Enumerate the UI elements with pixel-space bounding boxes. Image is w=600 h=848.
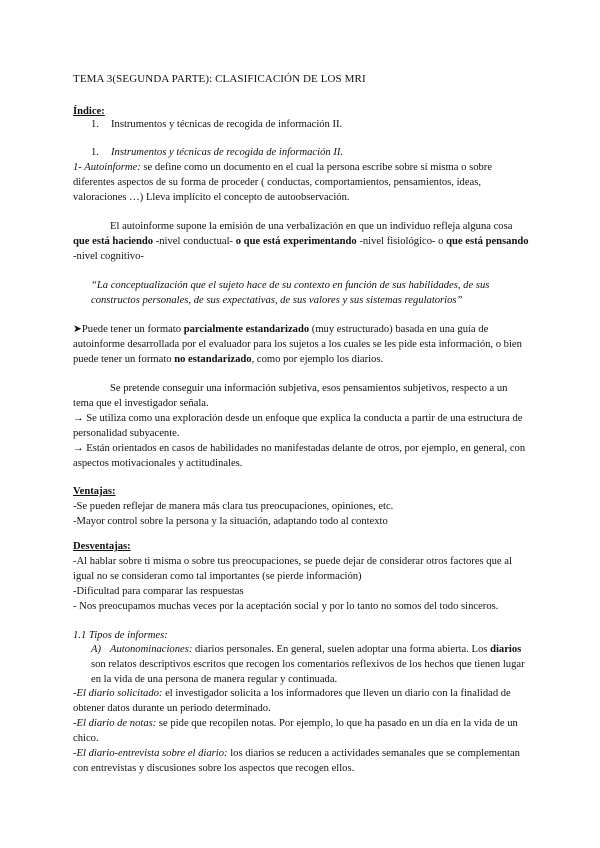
section-number: 1. [91, 147, 99, 158]
levels-bold-1: que está haciendo [73, 236, 154, 247]
levels-bold-3: que está pensando [446, 236, 529, 247]
levels-text-4: -nivel cognitivo- [73, 251, 144, 262]
diary-type-item [73, 716, 529, 746]
format-bold-2: no estandarizado [174, 354, 252, 365]
index-item [91, 117, 531, 132]
levels-text-2: -nivel conductual- [153, 236, 236, 247]
autoinforme-text: se define como un documento en el cual la persona escribe sobre sí misma o sobre diferentes aspectos de su forma de proceder ( conductas, comportamientos, pensamientos, ideas, valoraciones …) Lleva implícito el concepto de autoobservación. [73, 162, 493, 203]
format-bold-1: parcialmente estandarizado [183, 324, 310, 335]
section-title: Instrumentos y técnicas de recogida de información II. [111, 147, 344, 158]
diary-type-label: -El diario de notas: [73, 718, 157, 729]
ventajas-item: -Mayor control sobre la persona y la situación, adaptando todo al contexto [73, 516, 388, 527]
desventajas-section [73, 539, 529, 614]
autonominaciones-title: Autonominaciones: [110, 644, 193, 655]
arrow-icon: ➤ [73, 324, 82, 335]
autonominaciones-bold: diarios [490, 644, 522, 655]
index-heading: Índice: [73, 106, 105, 117]
autonominaciones-paragraph [91, 642, 531, 687]
autoinforme-paragraph [73, 160, 529, 205]
autonominaciones-text-2: son relatos descriptivos escritos que recogen los comentarios reflexivos de los hechos que tienen lugar en la vida de una persona de manera regular y continuada. [91, 659, 525, 685]
subjective-block [73, 381, 529, 471]
ventajas-item: -Se pueden reflejar de manera más clara tus preocupaciones, opiniones, etc. [73, 501, 394, 512]
autonominaciones-label: A) [91, 644, 101, 655]
section-heading [91, 145, 531, 160]
diary-type-label: -El diario-entrevista sobre el diario: [73, 748, 228, 759]
diary-type-item [73, 686, 529, 716]
format-text-3: , como por ejemplo los diarios. [251, 354, 384, 365]
subjective-bullet: → Están orientados en casos de habilidades no manifestadas delante de otros, por ejemplo, en general, con aspectos motivacionales y actitudinales. [73, 443, 526, 469]
format-text-1: Puede tener un formato [81, 324, 184, 335]
diary-type-text: los diarios se reducen a actividades semanales que se complementan con entrevistas y discusiones sobre los aspectos que recogen ellos. [73, 748, 520, 774]
desventajas-item: - Nos preocupamos muchas veces por la aceptación social y por lo tanto no somos del todo sinceros. [73, 601, 499, 612]
ventajas-heading: Ventajas: [73, 486, 116, 497]
subjective-paragraph [73, 381, 529, 411]
diary-type-item [73, 746, 529, 776]
diary-types [73, 686, 529, 776]
format-paragraph [73, 322, 529, 367]
page-title: TEMA 3(SEGUNDA PARTE): CLASIFICACIÓN DE LOS MRI [73, 73, 366, 85]
diary-type-text: el investigador solicita a los informadores que lleven un diario con la finalidad de obtener datos durante un periodo determinado. [73, 688, 511, 714]
desventajas-item: -Dificultad para comparar las respuestas [73, 586, 244, 597]
index-item-number: 1. [91, 119, 99, 130]
tipos-heading: 1.1 Tipos de informes: [73, 630, 168, 641]
index-item-text: Instrumentos y técnicas de recogida de información II. [111, 119, 343, 130]
diary-type-text: se pide que recopilen notas. Por ejemplo, lo que ha pasado en un día en la vida de un chico. [73, 718, 518, 744]
subjective-text: Se pretende conseguir una información subjetiva, esos pensamientos subjetivos, respecto a un tema que el investigador señala. [73, 383, 508, 409]
diary-type-label: -El diario solicitado: [73, 688, 163, 699]
ventajas-section [73, 484, 529, 529]
levels-paragraph [73, 219, 529, 264]
desventajas-heading: Desventajas: [73, 541, 131, 552]
subjective-bullet: → Se utiliza como una exploración desde un enfoque que explica la conducta a partir de una estructura de personalidad subyacente. [73, 413, 523, 439]
levels-text-3: -nivel fisiológico- o [356, 236, 447, 247]
autonominaciones-text: diarios personales. En general, suelen adoptar una forma abierta. Los [192, 644, 491, 655]
autoinforme-label: 1- Autoinforme: [73, 162, 141, 173]
levels-bold-2: o que está experimentando [235, 236, 357, 247]
levels-text-1: El autoinforme supone la emisión de una verbalización en que un individuo refleja alguna cosa [110, 221, 513, 232]
desventajas-item: -Al hablar sobre ti misma o sobre tus preocupaciones, se puede dejar de considerar otros factores que al igual no se consideran como tal importantes (se pierde información) [73, 556, 512, 582]
quote: “La conceptualización que el sujeto hace de su contexto en función de sus habilidades, de sus constructos personales, de sus expectativas, de sus valores y sus sistemas regulatorios” [91, 280, 490, 306]
format-text-2: (muy estructurado) basada en una guía de autoinforme desarrollada por el evaluador para los sujetos a los cuales se les pide esta información, o bien puede tener un formato [73, 324, 522, 365]
